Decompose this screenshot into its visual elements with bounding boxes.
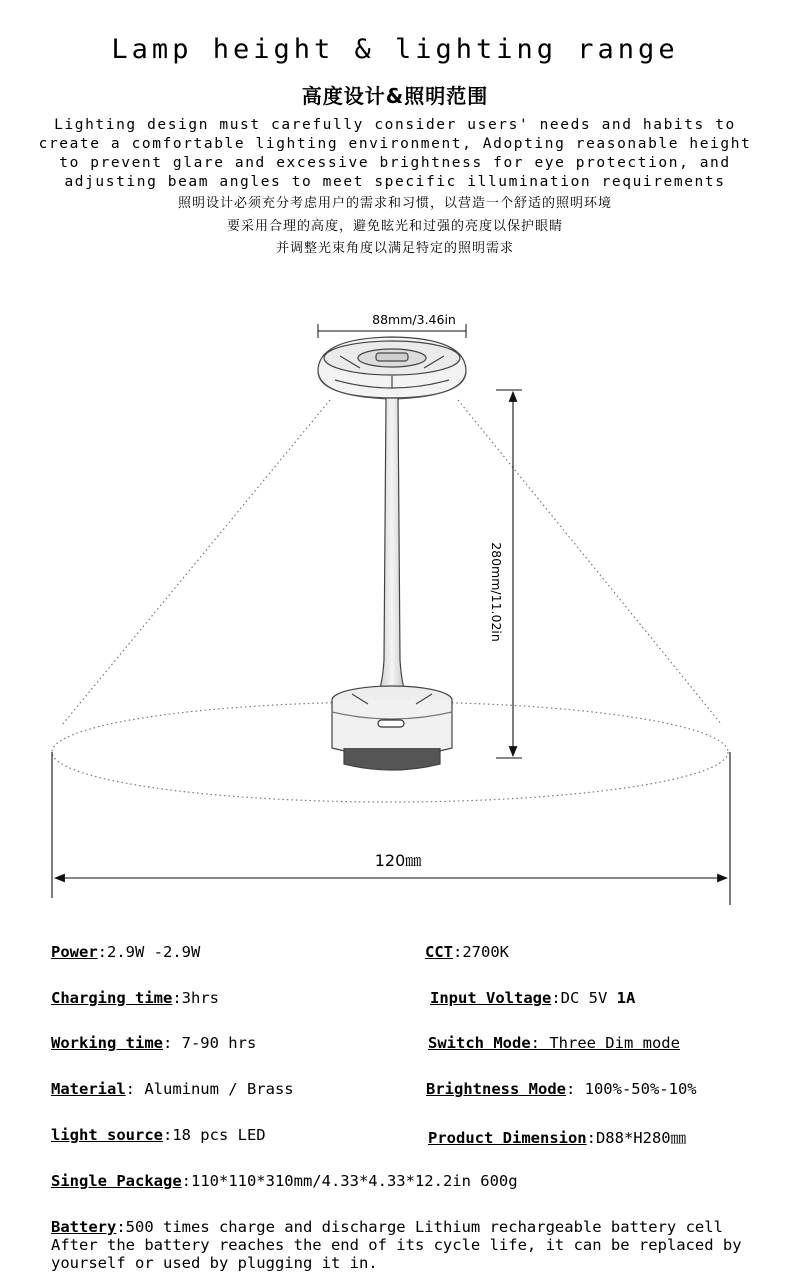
spec-material-value: : Aluminum / Brass xyxy=(125,1080,294,1098)
intro-en-line: adjusting beam angles to meet specific illumination requirements xyxy=(64,174,726,190)
battery-line-2: After the battery reaches the end of its cycle life, it can be replaced by xyxy=(51,1236,742,1254)
spec-light-source-label: light source xyxy=(51,1126,163,1144)
battery-line-3: yourself or used by plugging it in. xyxy=(51,1254,378,1272)
battery-line-1: :500 times charge and discharge Lithium rechargeable battery cell xyxy=(116,1218,723,1236)
spec-input xyxy=(430,989,635,1007)
spec-brightness-value: : 100%-50%-10% xyxy=(565,1080,697,1098)
intro-cn-line: 要采用合理的高度，避免眩光和过强的亮度以保护眼睛 xyxy=(226,218,563,234)
spec-switch-label: Switch Mode xyxy=(428,1034,531,1052)
page-subtitle-chinese: 高度设计&照明范围 xyxy=(301,84,489,108)
spec-working-label: Working time xyxy=(51,1034,163,1052)
range-label: 120㎜ xyxy=(374,851,422,870)
intro-chinese xyxy=(0,193,790,261)
intro-english xyxy=(10,116,780,192)
spec-package-label: Single Package xyxy=(51,1172,182,1190)
spec-dimension-value: :D88*H280㎜ xyxy=(586,1129,687,1147)
spec-dimension-label: Product Dimension xyxy=(428,1129,587,1147)
battery-label: Battery xyxy=(51,1218,117,1236)
spec-switch-value: : Three Dim mode xyxy=(530,1034,680,1052)
spec-cct-value: :2700K xyxy=(453,943,509,961)
spec-input-value-bold: 1A xyxy=(616,989,636,1007)
intro-cn-line: 并调整光束角度以满足特定的照明需求 xyxy=(275,241,514,256)
spec-material-label: Material xyxy=(51,1080,126,1098)
spec-charging-label: Charging time xyxy=(51,989,173,1007)
height-label: 280mm/11.02in xyxy=(489,542,504,642)
spec-cct-label: CCT xyxy=(425,943,453,961)
spec-light-source-value: :18 pcs LED xyxy=(162,1126,266,1144)
spec-working xyxy=(51,1034,256,1052)
spec-power xyxy=(51,943,200,961)
spec-package-value: :110*110*310mm/4.33*4.33*12.2in 600g xyxy=(181,1172,518,1190)
spec-input-label: Input Voltage xyxy=(430,989,552,1007)
intro-en-line: create a comfortable lighting environment, Adopting reasonable height xyxy=(38,136,752,152)
range-dimension xyxy=(52,752,730,905)
spec-switch xyxy=(428,1034,680,1052)
spec-power-label: Power xyxy=(51,943,98,961)
battery-info xyxy=(51,1218,781,1272)
spec-working-value: : 7-90 hrs xyxy=(162,1034,257,1052)
spec-charging-value: :3hrs xyxy=(172,989,219,1007)
lamp-diagram xyxy=(0,300,790,920)
spec-charging xyxy=(51,989,219,1007)
page-title: Lamp height & lighting range xyxy=(111,34,679,65)
spec-brightness xyxy=(426,1080,697,1098)
lamp-base xyxy=(332,686,452,770)
intro-en-line: to prevent glare and excessive brightness for eye protection, and xyxy=(59,155,731,171)
intro-cn-line: 照明设计必须充分考虑用户的需求和习惯，以营造一个舒适的照明环境 xyxy=(177,196,612,211)
spec-input-value: :DC 5V xyxy=(551,989,617,1007)
spec-package xyxy=(51,1172,518,1190)
spec-material xyxy=(51,1080,294,1098)
spec-power-value: :2.9W -2.9W xyxy=(97,943,201,961)
intro-en-line: Lighting design must carefully consider users' needs and habits to xyxy=(54,117,736,133)
spec-dimension xyxy=(428,1126,686,1148)
spec-cct xyxy=(425,943,509,961)
spec-light-source xyxy=(51,1126,266,1144)
spec-brightness-label: Brightness Mode xyxy=(426,1080,566,1098)
lamp-head xyxy=(318,337,466,399)
width-label: 88mm/3.46in xyxy=(372,312,456,327)
lamp-stem xyxy=(376,398,408,696)
